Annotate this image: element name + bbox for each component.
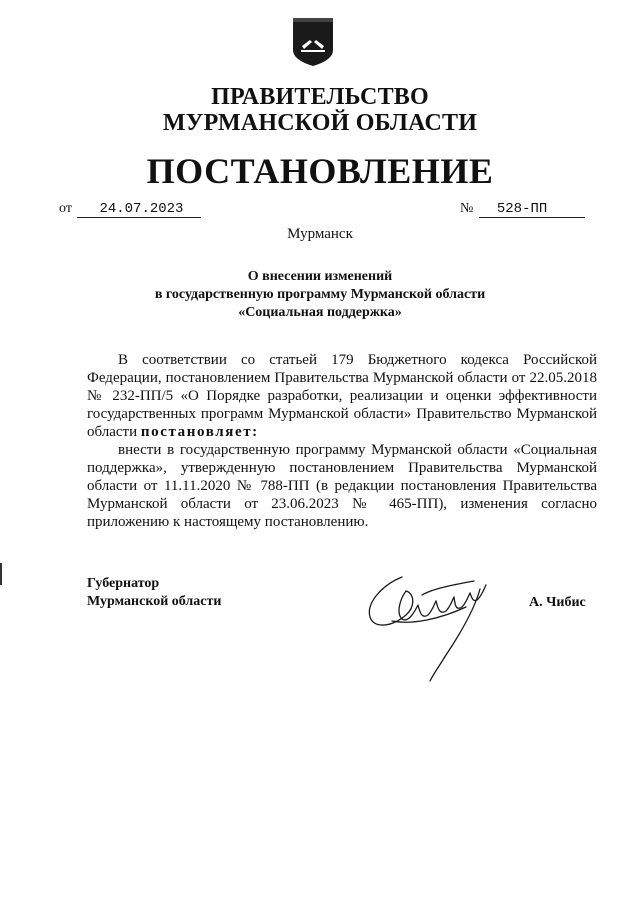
date-field [59,201,201,218]
paragraph-1 [87,351,597,441]
position-line1: Губернатор [87,576,160,591]
number-prefix: № [460,201,474,216]
title-line3: «Социальная поддержка» [238,305,402,320]
paragraph-2-text: внести в государственную программу Мурманской области «Социальная поддержка», утвержденную постановлением Правительства Мурманской области от 11.11.2020 № 788-ПП (в редакции постановления Правительства Мурманской области от 23.06.2023 № 465-ПП), изменения согласно приложению к настоящему постановлению. [87,442,597,530]
document-body [87,351,597,531]
signatory-position [87,575,221,611]
handwritten-signature [362,555,497,685]
signatory-name: А. Чибис [529,595,586,610]
org-name-line2: МУРМАНСКОЙ ОБЛАСТИ [162,110,478,136]
title-line1: О внесении изменений [247,269,393,284]
city: Мурманск [287,226,353,242]
decree-keyword: постановляет: [140,424,259,440]
paragraph-1-text: В соответствии со статьей 179 Бюджетного кодекса Российской Федерации, постановлением Правительства Мурманской области от 22.05.2018 № 232-ПП/5 «О Порядке разработки, реализации и оценки эффективности государственных программ Мурманской области» Правительство Мурманской области [87,352,597,440]
coat-of-arms-icon [291,16,335,68]
position-line2: Мурманской области [87,594,222,609]
title-line2: в государственную программу Мурманской области [154,287,486,302]
number-value: 528-ПП [479,202,585,218]
date-prefix: от [59,201,72,216]
margin-mark [0,563,2,585]
number-field [460,201,585,218]
document-type: ПОСТАНОВЛЕНИЕ [146,151,494,191]
paragraph-2 [87,441,597,531]
document-title [0,268,640,322]
date-value: 24.07.2023 [77,202,201,218]
org-name-line1: ПРАВИТЕЛЬСТВО [211,84,429,110]
